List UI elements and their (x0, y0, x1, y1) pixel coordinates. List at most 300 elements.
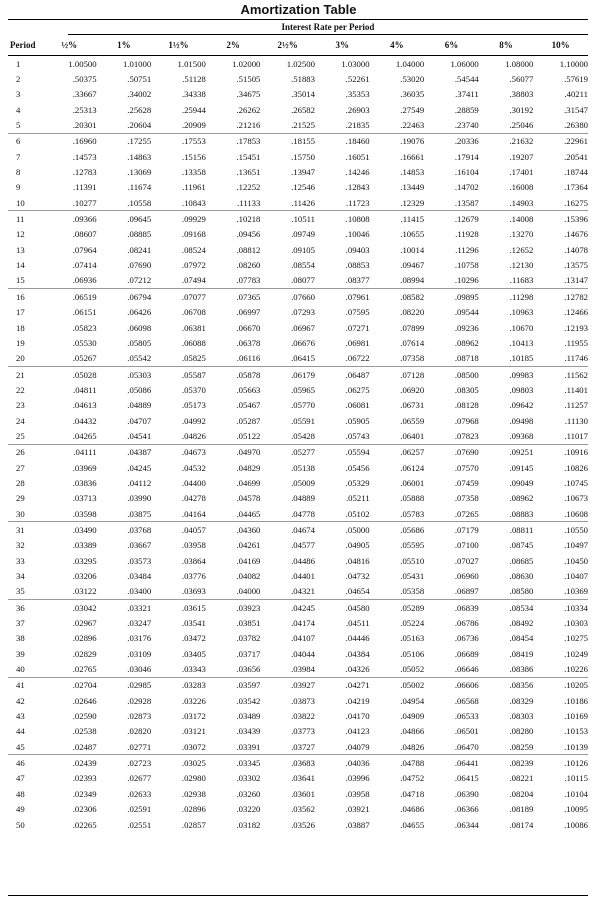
factor-cell: .03343 (151, 661, 206, 677)
factor-cell: .04673 (181, 447, 206, 458)
factor-cell: .05595 (400, 540, 425, 551)
factor-cell: .04271 (345, 680, 370, 691)
factor-cell: .04811 (73, 384, 97, 395)
period-cell: 27 (16, 462, 25, 473)
factor-cell: .06415 (454, 773, 479, 784)
factor-cell: .06708 (181, 307, 206, 318)
factor-cell: 1.04000 (395, 58, 425, 69)
factor-cell: .05009 (291, 477, 315, 488)
factor-cell: 1.01000 (122, 58, 152, 69)
table-row (8, 506, 588, 522)
period-cell: 17 (16, 307, 25, 318)
factor-cell: .03025 (181, 758, 206, 769)
factor-cell: .06275 (345, 384, 370, 395)
factor-cell: .10115 (564, 773, 588, 784)
factor-cell: .07358 (370, 351, 425, 367)
factor-cell: .20604 (97, 117, 152, 133)
period-cell: 47 (16, 773, 25, 784)
factor-cell: .04541 (97, 428, 152, 444)
factor-cell: .10608 (533, 506, 588, 522)
table-row (8, 305, 588, 320)
period-cell: 22 (16, 384, 25, 395)
factor-cell: .03439 (236, 726, 261, 737)
factor-cell: .15750 (291, 151, 315, 162)
factor-cell: .06001 (400, 477, 425, 488)
factor-cell: .11746 (533, 351, 588, 367)
factor-cell: .10046 (345, 229, 370, 240)
factor-cell: .05530 (72, 337, 97, 348)
factor-cell: .08220 (400, 307, 425, 318)
table-row (8, 661, 588, 677)
factor-cell: .09544 (454, 307, 479, 318)
factor-cell: 1.02000 (232, 58, 261, 69)
factor-cell: .05965 (291, 384, 315, 395)
factor-cell: .03990 (127, 493, 152, 504)
factor-cell: .08303 (509, 711, 534, 722)
table-row (8, 273, 588, 289)
factor-cell: .02393 (72, 773, 97, 784)
factor-cell: .06381 (181, 322, 206, 333)
factor-cell: .17914 (454, 151, 479, 162)
factor-cell: .11674 (127, 182, 152, 193)
table-row (8, 289, 588, 305)
factor-cell: .10758 (454, 260, 479, 271)
factor-cell: .04036 (345, 758, 370, 769)
period-cell: 28 (16, 477, 25, 488)
factor-cell: .11961 (182, 182, 206, 193)
factor-cell: .03875 (97, 506, 152, 522)
factor-cell: .03864 (181, 555, 206, 566)
factor-cell: .06390 (454, 788, 479, 799)
factor-cell: .06415 (260, 351, 315, 367)
factor-cell: .05224 (400, 618, 425, 629)
factor-cell: .10843 (151, 195, 206, 211)
factor-cell: .11723 (315, 195, 370, 211)
factor-cell: .40211 (564, 89, 588, 100)
factor-cell: .03958 (181, 540, 206, 551)
factor-cell: .25046 (479, 117, 534, 133)
factor-cell: .05542 (97, 351, 152, 367)
factor-cell: .26262 (236, 104, 261, 115)
factor-cell: .07212 (97, 273, 152, 289)
factor-cell: .07614 (400, 337, 425, 348)
factor-cell: .08305 (454, 384, 479, 395)
factor-cell: .06559 (400, 415, 425, 426)
factor-cell: .05138 (291, 462, 315, 473)
factor-cell: .05743 (315, 428, 370, 444)
column-header-rate: 3% (315, 35, 370, 56)
period-cell: 39 (16, 648, 25, 659)
factor-cell: .06401 (370, 428, 425, 444)
column-header-rate: 10% (533, 35, 588, 56)
factor-cell: .50751 (127, 74, 152, 85)
table-row (8, 444, 588, 460)
factor-cell: .04321 (260, 584, 315, 600)
factor-cell: .10296 (424, 273, 479, 289)
factor-cell: .30192 (509, 104, 534, 115)
factor-cell: .04866 (400, 726, 425, 737)
factor-cell: .10916 (564, 447, 588, 458)
factor-cell: .05663 (236, 384, 261, 395)
factor-cell: .50375 (72, 74, 97, 85)
factor-cell: .11683 (479, 273, 534, 289)
period-cell: 1 (16, 58, 21, 69)
factor-cell: .02896 (72, 633, 97, 644)
factor-cell: .08241 (127, 244, 152, 255)
period-cell: 10 (8, 195, 42, 211)
table-row (8, 771, 588, 786)
factor-cell: .12843 (345, 182, 370, 193)
factor-cell: .02591 (127, 804, 152, 815)
factor-cell: .06794 (127, 291, 152, 302)
factor-cell: .09467 (400, 260, 425, 271)
factor-cell: .15396 (564, 214, 588, 225)
factor-cell: .07293 (291, 307, 315, 318)
factor-cell: .03615 (181, 602, 206, 613)
period-cell: 50 (16, 819, 25, 830)
column-header-rate: 1% (97, 35, 152, 56)
factor-cell: .07414 (72, 260, 97, 271)
factor-cell: .03969 (72, 462, 97, 473)
factor-cell: .04788 (400, 758, 425, 769)
factor-cell: .03822 (291, 711, 315, 722)
amortization-table (8, 35, 588, 832)
factor-cell: .07783 (206, 273, 261, 289)
factor-cell: .09498 (509, 415, 534, 426)
factor-cell: .12679 (454, 214, 479, 225)
factor-cell: .35014 (291, 89, 315, 100)
factor-cell: .05122 (206, 428, 261, 444)
factor-cell: .05052 (370, 661, 425, 677)
factor-cell: .21525 (260, 117, 315, 133)
factor-cell: .07358 (454, 493, 479, 504)
factor-cell: .03851 (236, 618, 261, 629)
factor-cell: .05783 (370, 506, 425, 522)
table-row (8, 708, 588, 723)
factor-cell: .06676 (291, 337, 315, 348)
factor-cell: .02677 (127, 773, 152, 784)
factor-cell: .11130 (564, 415, 588, 426)
factor-cell: .05823 (72, 322, 97, 333)
factor-cell: .12466 (564, 307, 588, 318)
table-row (8, 87, 588, 102)
factor-cell: .06670 (236, 322, 261, 333)
factor-cell: .08745 (509, 540, 534, 551)
factor-cell: .08077 (260, 273, 315, 289)
factor-cell: .03601 (291, 788, 315, 799)
table-row (8, 522, 588, 538)
factor-cell: .17553 (181, 136, 206, 147)
factor-cell: .06487 (345, 369, 370, 380)
factor-cell: .08685 (509, 555, 534, 566)
table-row (8, 257, 588, 272)
factor-cell: .05428 (260, 428, 315, 444)
factor-cell: .13651 (236, 167, 261, 178)
factor-cell: .06257 (400, 447, 425, 458)
period-cell: 29 (16, 493, 25, 504)
factor-cell: .06088 (181, 337, 206, 348)
factor-cell: .02928 (127, 695, 152, 706)
factor-cell: .18155 (291, 136, 315, 147)
factor-cell: .03782 (236, 633, 261, 644)
factor-cell: .08718 (424, 351, 479, 367)
period-cell: 34 (16, 571, 25, 582)
factor-cell: .03405 (181, 648, 206, 659)
factor-cell: .08259 (479, 739, 534, 755)
table-row (8, 351, 588, 367)
factor-cell: .02938 (181, 788, 206, 799)
factor-cell: .15156 (181, 151, 206, 162)
factor-cell: .09456 (236, 229, 261, 240)
factor-cell: .19207 (509, 151, 534, 162)
factor-cell: .07265 (424, 506, 479, 522)
factor-cell: .09368 (479, 428, 534, 444)
period-cell: 37 (16, 618, 25, 629)
table-row (8, 102, 588, 117)
factor-cell: .03996 (345, 773, 370, 784)
table-body (8, 56, 588, 833)
factor-cell: .10104 (564, 788, 588, 799)
factor-cell: .14573 (72, 151, 97, 162)
factor-cell: .11415 (400, 214, 425, 225)
table-row (8, 786, 588, 801)
factor-cell: .21216 (206, 117, 261, 133)
factor-cell: .09645 (127, 214, 152, 225)
factor-cell: .09929 (181, 214, 206, 225)
factor-cell: .10558 (97, 195, 152, 211)
table-row (8, 413, 588, 428)
period-cell: 15 (8, 273, 42, 289)
factor-cell: .07961 (345, 291, 370, 302)
factor-cell: .16960 (72, 136, 97, 147)
period-cell: 7 (16, 151, 21, 162)
factor-cell: .04082 (236, 571, 261, 582)
factor-cell: .08174 (509, 819, 534, 830)
factor-cell: 1.00500 (68, 58, 97, 69)
factor-cell: .03683 (291, 758, 315, 769)
factor-cell: .05358 (370, 584, 425, 600)
factor-cell: .03260 (236, 788, 261, 799)
factor-cell: .05329 (345, 477, 370, 488)
factor-cell: .34675 (236, 89, 261, 100)
factor-cell: .10014 (400, 244, 425, 255)
factor-cell: .03984 (260, 661, 315, 677)
factor-cell: .07179 (454, 524, 479, 535)
factor-cell: .09749 (291, 229, 315, 240)
factor-cell: .06124 (400, 462, 425, 473)
factor-cell: .03641 (291, 773, 315, 784)
factor-cell: .51128 (182, 74, 206, 85)
factor-cell: .05002 (400, 680, 425, 691)
factor-cell: .04699 (236, 477, 261, 488)
factor-cell: .04044 (291, 648, 315, 659)
factor-cell: .53020 (400, 74, 425, 85)
factor-cell: .10407 (564, 571, 588, 582)
factor-cell: .14702 (454, 182, 479, 193)
factor-cell: .20541 (564, 151, 588, 162)
factor-cell: .10745 (564, 477, 588, 488)
factor-cell: .02765 (42, 661, 97, 677)
factor-cell: .10205 (564, 680, 588, 691)
factor-cell: .04170 (345, 711, 370, 722)
factor-cell: .57619 (564, 74, 588, 85)
factor-cell: .16051 (345, 151, 370, 162)
factor-cell: .10673 (564, 493, 588, 504)
factor-cell: .26380 (533, 117, 588, 133)
factor-cell: .27549 (400, 104, 425, 115)
factor-cell: .07494 (151, 273, 206, 289)
period-cell: 16 (16, 291, 25, 302)
factor-cell: .08994 (370, 273, 425, 289)
factor-cell: .06981 (345, 337, 370, 348)
factor-cell: .08811 (509, 524, 534, 535)
factor-cell: .15451 (236, 151, 261, 162)
factor-cell: .13069 (127, 167, 152, 178)
factor-cell: .14246 (345, 167, 370, 178)
factor-cell: .09642 (509, 400, 534, 411)
factor-cell: .04954 (400, 695, 425, 706)
factor-cell: .06344 (454, 819, 479, 830)
period-cell: 4 (16, 104, 21, 115)
period-cell: 31 (16, 524, 25, 535)
factor-cell: .02704 (72, 680, 97, 691)
factor-cell: .04970 (236, 447, 261, 458)
factor-cell: .16661 (400, 151, 425, 162)
period-cell: 18 (16, 322, 25, 333)
factor-cell: .02646 (72, 695, 97, 706)
interest-rate-header: Interest Rate per Period (281, 22, 375, 32)
factor-cell: .07595 (345, 307, 370, 318)
factor-cell: .08812 (236, 244, 261, 255)
top-rule (8, 19, 588, 20)
factor-cell: .21632 (509, 136, 534, 147)
factor-cell: .06533 (454, 711, 479, 722)
column-header-rate: 2½% (260, 35, 315, 56)
factor-cell: 1.03000 (341, 58, 370, 69)
factor-cell: .03542 (236, 695, 261, 706)
factor-cell: .04532 (181, 462, 206, 473)
factor-cell: .04360 (236, 524, 261, 535)
factor-cell: .03776 (181, 571, 206, 582)
factor-cell: .06606 (454, 680, 479, 691)
factor-cell: .19076 (400, 136, 425, 147)
factor-cell: .08492 (509, 618, 534, 629)
factor-cell: .05888 (400, 493, 425, 504)
table-row (8, 164, 588, 179)
factor-cell: .26582 (291, 104, 315, 115)
factor-cell: .05587 (181, 369, 206, 380)
factor-cell: .14008 (509, 214, 534, 225)
factor-cell: .07690 (127, 260, 152, 271)
factor-cell: .54544 (454, 74, 479, 85)
factor-cell: .02538 (72, 726, 97, 737)
factor-cell: .06441 (454, 758, 479, 769)
factor-cell: .05591 (291, 415, 315, 426)
factor-cell: .08386 (479, 661, 534, 677)
table-row (8, 71, 588, 86)
factor-cell: .04278 (181, 493, 206, 504)
table-row (8, 335, 588, 350)
factor-cell: .08189 (509, 804, 534, 815)
factor-cell: .06960 (454, 571, 479, 582)
factor-cell: .18744 (564, 167, 588, 178)
factor-cell: .03122 (42, 584, 97, 600)
factor-cell: .07271 (345, 322, 370, 333)
factor-cell: .10450 (564, 555, 588, 566)
factor-cell: .10226 (533, 661, 588, 677)
period-cell: 2 (16, 74, 21, 85)
factor-cell: .04111 (73, 447, 97, 458)
factor-cell: .05086 (127, 384, 152, 395)
factor-cell: .09366 (72, 214, 97, 225)
table-row (8, 382, 588, 397)
table-row (8, 195, 588, 211)
period-cell: 25 (8, 428, 42, 444)
factor-cell: .09145 (509, 462, 534, 473)
factor-cell: .56077 (509, 74, 534, 85)
period-cell: 13 (16, 244, 25, 255)
factor-cell: .04580 (345, 602, 370, 613)
factor-cell: .04057 (181, 524, 206, 535)
factor-cell: .20336 (454, 136, 479, 147)
factor-cell: .14903 (479, 195, 534, 211)
factor-cell: .08377 (315, 273, 370, 289)
factor-cell: .11133 (206, 195, 261, 211)
factor-cell: .08885 (127, 229, 152, 240)
factor-cell: .03490 (72, 524, 97, 535)
column-header-rate: 2% (206, 35, 261, 56)
table-row (8, 646, 588, 661)
period-cell: 9 (16, 182, 21, 193)
table-row (8, 739, 588, 755)
factor-cell: .09236 (454, 322, 479, 333)
factor-cell: .05287 (236, 415, 261, 426)
period-cell: 32 (16, 540, 25, 551)
factor-cell: .05106 (400, 648, 425, 659)
factor-cell: .06366 (454, 804, 479, 815)
factor-cell: .06470 (424, 739, 479, 755)
factor-cell: .03773 (291, 726, 315, 737)
factor-cell: .04261 (236, 540, 261, 551)
factor-cell: .04511 (345, 618, 370, 629)
factor-cell: .03693 (151, 584, 206, 600)
factor-cell: .03283 (181, 680, 206, 691)
factor-cell: .14676 (564, 229, 588, 240)
factor-cell: .03562 (291, 804, 315, 815)
factor-cell: .03887 (345, 819, 370, 830)
period-cell: 40 (8, 661, 42, 677)
factor-cell: .08524 (181, 244, 206, 255)
factor-cell: .10249 (564, 648, 588, 659)
factor-cell: .05805 (127, 337, 152, 348)
factor-cell: .37411 (455, 89, 479, 100)
factor-cell: .13147 (533, 273, 588, 289)
period-cell: 48 (16, 788, 25, 799)
factor-cell: .03226 (181, 695, 206, 706)
period-cell: 46 (16, 758, 25, 769)
period-cell: 6 (16, 136, 21, 147)
factor-cell: .03873 (291, 695, 315, 706)
factor-cell: .08500 (454, 369, 479, 380)
factor-cell: .02820 (127, 726, 152, 737)
factor-cell: .03667 (127, 540, 152, 551)
factor-cell: .07899 (400, 322, 425, 333)
factor-cell: .05211 (345, 493, 370, 504)
table-row (8, 538, 588, 553)
factor-cell: .05431 (400, 571, 425, 582)
factor-cell: .11257 (564, 400, 588, 411)
factor-cell: .11017 (533, 428, 588, 444)
